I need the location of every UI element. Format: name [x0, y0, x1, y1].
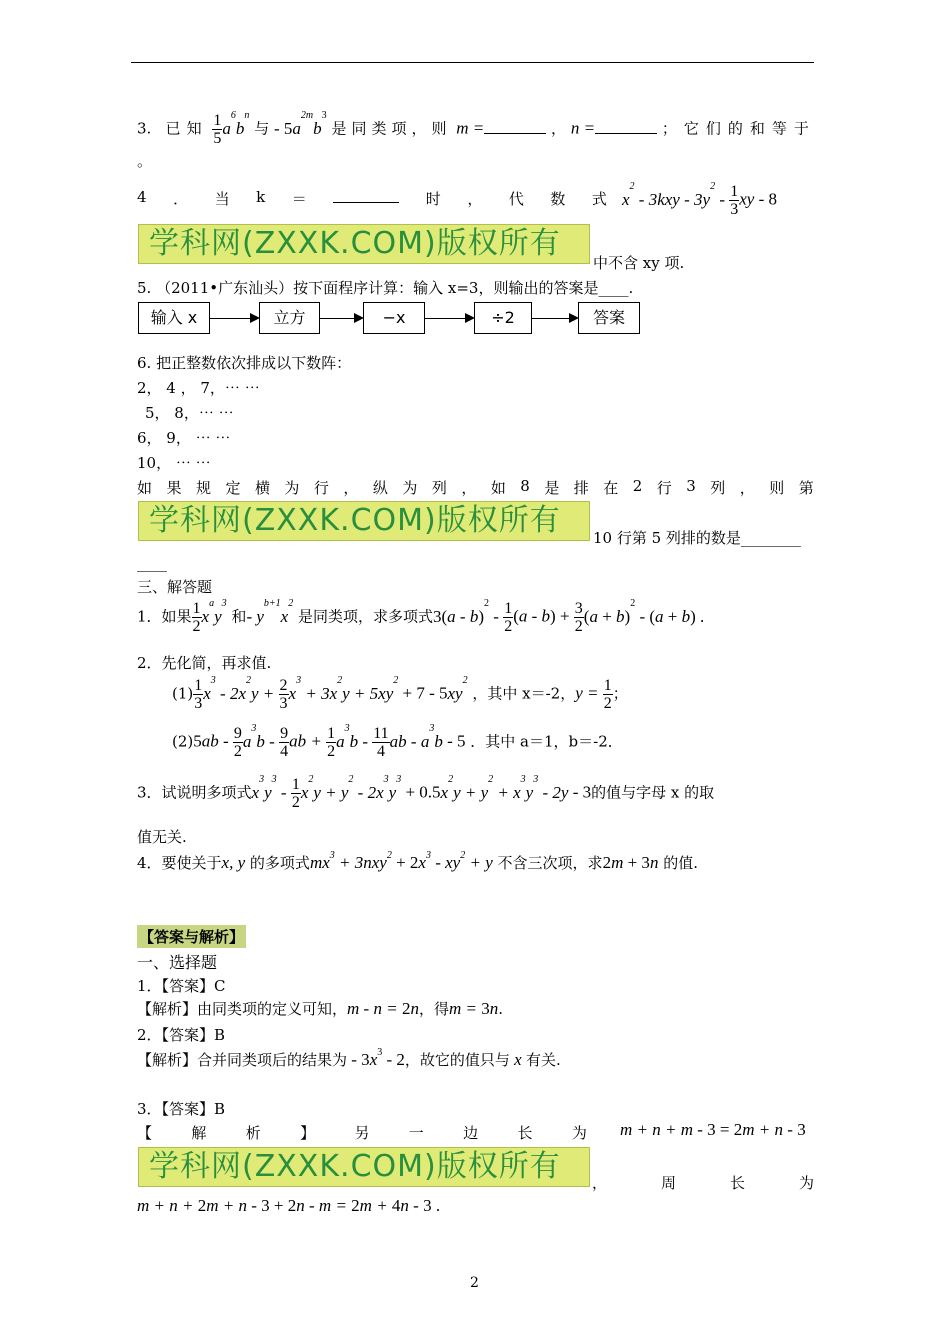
a3-word: 另 — [354, 1124, 370, 1142]
q3-text-7: ；它们的和等于 — [661, 119, 816, 138]
a2-text-b: ，故它的值只与 — [404, 1051, 510, 1069]
answer-1-explanation: 【解析】由同类项的定义可知，m - n = 2n，得m = 3n. — [137, 999, 503, 1018]
q6-word: 则 — [769, 479, 785, 497]
p1-text-a: 1．如果 — [137, 607, 192, 626]
q6-word: 定 — [225, 479, 241, 497]
watermark-banner: 学科网(ZXXK.COM)版权所有 — [138, 224, 590, 264]
q6-tail-2: ____ — [137, 554, 167, 572]
a3-expression-2: m + n + 2m + n - 3 + 2n - m = 2m + 4n - 3 . — [137, 1196, 441, 1215]
q6-word: 8 — [520, 477, 530, 495]
q4-tail: 中不含 xy 项. — [593, 254, 685, 272]
a3-word: 解 — [191, 1124, 207, 1142]
q6-word: 如 — [137, 479, 153, 497]
answer-1: 1．【答案】C — [137, 977, 226, 995]
fraction: $\frac{1}{5}$ — [213, 112, 222, 147]
flow-box-divide: ÷2 — [474, 302, 532, 334]
p4-text-a: 4．要使关于 — [137, 854, 222, 872]
answer-3: 3．【答案】B — [137, 1100, 226, 1118]
q4-word: 数 — [550, 190, 566, 208]
answer-3-explanation — [137, 1122, 587, 1143]
p2-part-label: (1) — [172, 684, 194, 703]
flow-box-answer: 答案 — [578, 302, 640, 334]
q6-word: 为 — [284, 479, 300, 497]
q6-word: ， — [343, 479, 359, 497]
answers-heading: 【答案与解析】 — [137, 925, 246, 948]
a3-word: 长 — [517, 1124, 533, 1142]
a3-word: 【 — [137, 1124, 153, 1142]
q4-word: 当 — [214, 190, 230, 208]
problem-3: 3．试说明多项式$x^3y^3$ - $\frac{1}{2}$ $x^2y + y^2 - 2x^3y^3 + 0.5x^2y + y^2 + x^3y^3 - 2y - 3$的值与字母 x 的取 — [137, 774, 715, 811]
a2-text-a: 【解析】合并同类项后的结果为 — [137, 1051, 348, 1069]
q3-text-3: 是同类项，则 — [331, 119, 452, 138]
q6-word: 排 — [573, 479, 589, 497]
q6-word: 规 — [195, 479, 211, 497]
answer-2-explanation: 【解析】合并同类项后的结果为 - $3x^3 - 2$，故它的值只与 x 有关. — [137, 1047, 561, 1069]
q3-number: 3. — [137, 119, 152, 138]
watermark-banner: 学科网(ZXXK.COM)版权所有 — [138, 1147, 590, 1187]
a3-word: ， — [592, 1174, 608, 1192]
p2-part-label: (2) — [172, 732, 194, 751]
flow-box-input: 输入 x — [138, 302, 210, 334]
problem-2: 2．先化简，再求值. — [137, 654, 272, 672]
arrow-icon — [532, 318, 577, 319]
number-array-row: 2， 4 ， 7，⋯ ⋯ — [137, 379, 260, 397]
a3-expression-1: m + n + m - 3 = 2m + n - 3 — [620, 1120, 806, 1139]
arrow-icon — [425, 318, 473, 319]
p2-part1-tail: ，其中 x＝-2， — [472, 684, 576, 703]
q6-word: 行 — [313, 479, 329, 497]
p1-text-c: 是同类项，求多项式 — [297, 607, 433, 626]
q6-word: 3 — [686, 477, 696, 495]
q6-word: ， — [461, 479, 477, 497]
q4-word: 式 — [591, 190, 607, 208]
q3-m-label: m = — [456, 118, 485, 138]
q4-word: ． — [173, 190, 189, 208]
question-6: 6. 把正整数依次排成以下数阵： — [137, 354, 352, 372]
q6-word: 行 — [656, 479, 672, 497]
q6-word: 2 — [632, 477, 643, 495]
p4-text-b: 的多项式 — [249, 854, 310, 872]
a3-word: 】 — [300, 1124, 316, 1142]
q3-text-1: 已知 — [165, 119, 208, 138]
answer-blank[interactable] — [333, 188, 399, 203]
q6-word: 列 — [431, 479, 447, 497]
q6-word: 如 — [490, 479, 506, 497]
q3-text-2: 与 — [254, 119, 270, 138]
flow-box-negate: −x — [363, 302, 425, 334]
q6-word: 列 — [710, 479, 726, 497]
p2-part2-tail: ．其中 a＝1，b＝-2． — [470, 732, 623, 751]
problem-2-part-1: (1) $\frac{1}{3}$ $x^3 - 2x^2y$ + $\frac{2}{3}$ $x^3 + 3x^2y + 5xy^2 + 7 - 5xy^2$ ，其中 x＝-2，y = $\frac{1}{2}$ ； — [172, 675, 628, 712]
q6-word: 纵 — [372, 479, 388, 497]
q3-end: 。 — [137, 152, 153, 170]
q4-word: 时 — [425, 190, 441, 208]
number-array-row: 6， 9， ⋯ ⋯ — [137, 429, 231, 447]
a3-word: 为 — [571, 1124, 587, 1142]
problem-3-tail: 值无关. — [137, 828, 187, 846]
arrow-icon — [210, 318, 258, 319]
p4-text-d: 的值. — [663, 854, 698, 872]
p3-text-a: 3．试说明多项式 — [137, 783, 252, 802]
q4-number: 4 — [137, 188, 147, 206]
number-array-row: 5， 8，⋯ ⋯ — [145, 404, 234, 422]
q6-word: 是 — [544, 479, 560, 497]
answer-2: 2．【答案】B — [137, 1026, 226, 1044]
a1-text-a: 【解析】由同类项的定义可知， — [137, 1000, 348, 1018]
flow-box-cube: 立方 — [259, 302, 320, 334]
q6-word: 果 — [166, 479, 182, 497]
problem-1: 1．如果 $\frac{1}{2}$ $x^ay^3$ 和- $y^{b+1}x^2$ 是同类项，求多项式3(a - b)$^2$ - $\frac{1}{2}$ (a - b) + $\frac{3}{2}$ $(a + b)^2 - (a + b)$ . — [137, 598, 705, 635]
a3-word: 析 — [245, 1124, 261, 1142]
page-number: 2 — [470, 1275, 479, 1291]
q4-word: k — [256, 188, 266, 206]
q4-word: ＝ — [291, 190, 307, 208]
q4-word: 代 — [508, 190, 524, 208]
question-5: 5. （2011•广东汕头）按下面程序计算：输入 x=3，则输出的答案是____. — [137, 279, 634, 297]
question-4 — [137, 188, 607, 209]
a3-word: 边 — [463, 1124, 479, 1142]
q3-n-label: n = — [570, 118, 596, 138]
p3-text-b: 的值与字母 x 的取 — [591, 783, 715, 802]
a3-word: 长 — [729, 1174, 745, 1192]
q4-word: ， — [467, 190, 483, 208]
answer-blank[interactable] — [484, 119, 546, 134]
q6-tail: 10 行第 5 列排的数是________ — [593, 529, 801, 547]
a3-word: 一 — [408, 1124, 424, 1142]
answers-section-1: 一、选择题 — [137, 953, 218, 972]
q6-word: 第 — [798, 479, 814, 497]
q4-expression: $x^2 - 3kxy - 3y^2$ - $\frac{1}{3}$ xy - 8 — [622, 181, 777, 218]
number-array-row: 10， ⋯ ⋯ — [137, 454, 211, 472]
q6-word: 在 — [603, 479, 619, 497]
answer-blank[interactable] — [595, 119, 657, 134]
a2-text-c: 有关. — [525, 1051, 561, 1069]
q6-word: 为 — [402, 479, 418, 497]
a3-perimeter-line — [592, 1172, 814, 1193]
watermark-banner: 学科网(ZXXK.COM)版权所有 — [138, 501, 590, 541]
a3-word: 为 — [798, 1174, 814, 1192]
q6-word: 横 — [254, 479, 270, 497]
a1-text-b: ，得 — [418, 1000, 449, 1018]
section-heading: 三、解答题 — [137, 578, 213, 596]
a3-word: 周 — [660, 1174, 676, 1192]
header-rule — [131, 62, 814, 63]
question-3: 3. 已知 $\frac{1}{5}$ $a^6b^n$ 与 - $5a^{2m}b^3$ 是同类项，则 m = ， n = ；它们的和等于 — [137, 110, 816, 147]
p4-text-c: 不含三次项，求 — [497, 854, 603, 872]
q6-word: ， — [739, 479, 755, 497]
p1-text-b: 和 — [231, 607, 247, 626]
q3-comma: ， — [551, 119, 567, 138]
problem-4: 4．要使关于x, y 的多项式$mx^3 + 3nxy^2 + 2x^3 - xy^2 + y$ 不含三次项，求2m + 3n 的值. — [137, 850, 698, 872]
arrow-icon — [320, 318, 362, 319]
q6-rule-line — [137, 477, 814, 498]
problem-2-part-2: (2)5ab - $\frac{9}{2}$ $a^3b$ - $\frac{9}{4}$ ab + $\frac{1}{2}$ $a^3b$ - $\frac{11}{4}$ ab - $a^3b - 5$ ．其中 a＝1，b＝-2． — [172, 723, 623, 760]
